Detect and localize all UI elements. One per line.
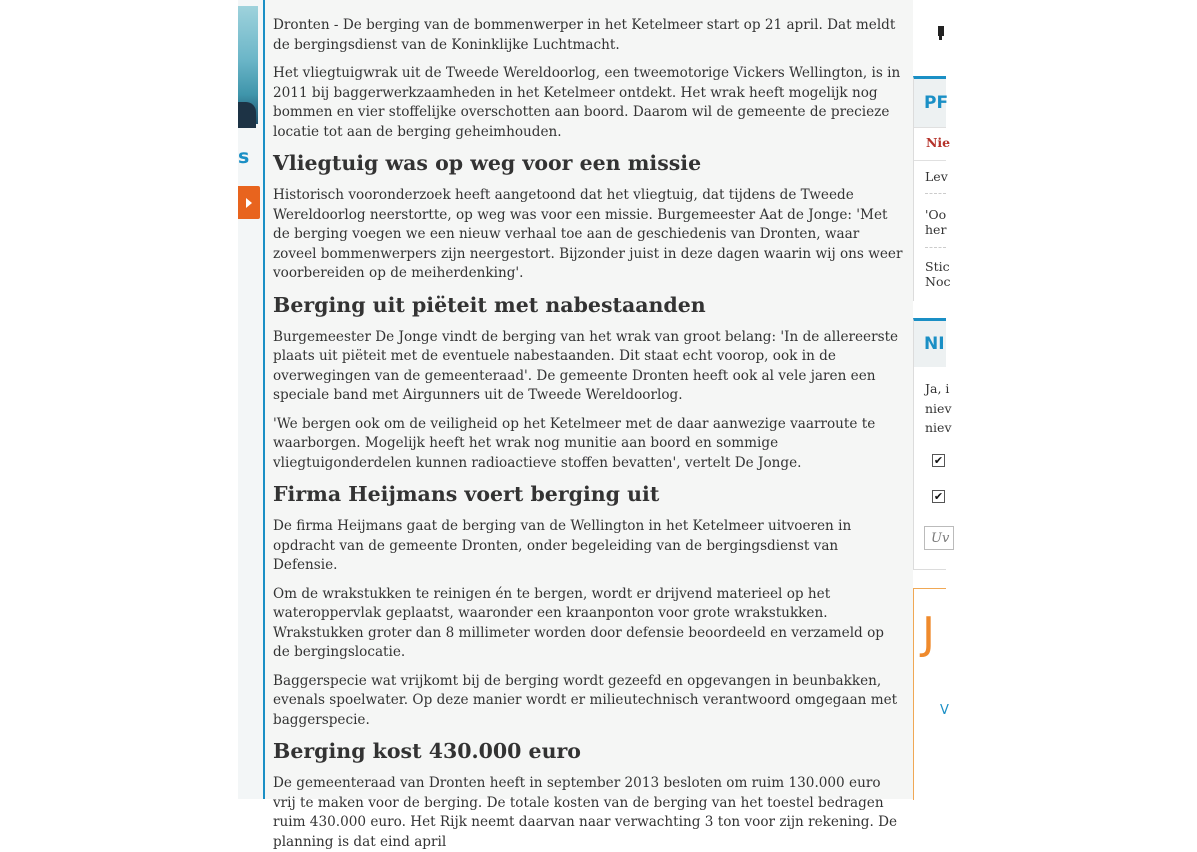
sidebar-box-title: PF (924, 93, 949, 113)
left-column (238, 0, 264, 799)
tab-nieuws[interactable] (914, 127, 951, 161)
newsletter-checkbox[interactable]: ✔ (933, 454, 944, 467)
promo-logo-letter: J (922, 608, 935, 659)
article-subheading: Berging uit piëteit met nabestaanden (273, 292, 706, 317)
promo-link-fragment[interactable]: V (940, 703, 949, 718)
newsletter-intro: niev (925, 401, 952, 416)
article-subheading: Firma Heijmans voert berging uit (273, 482, 660, 506)
newsletter-intro: niev (925, 420, 952, 435)
article-paragraph: Historisch vooronderzoek heeft aangetoond dat het vliegtuig, dat tijdens de Tweede Wereldoorlog neerstortte, op weg was voor een missie. Burgemeester Aat de Jonge: 'Met de berging voegen we een nieuw verhaal toe aan de geschiedenis van Dronten, waar zoveel bommenwerpers zijn neergestort. Bijzonder juist in deze dagen waarin wij ons weer voorbereiden op de meiherdenking'. (273, 187, 903, 281)
left-caption-fragment[interactable]: s (238, 146, 250, 168)
newsletter-title: NI (924, 334, 945, 354)
divider (925, 247, 946, 248)
article-paragraph: Om de wrakstukken te reinigen én te bergen, wordt er drijvend materieel op het wateroppervlak geplaatst, waaronder een kraanponton voor grote wrakstukken. Wrakstukken groter dan 8 millimeter worden door defensie beoordeeld en verzameld op de bergingslocatie. (273, 585, 884, 660)
newsletter-checkbox[interactable]: ✔ (933, 490, 944, 503)
article-paragraph: Dronten - De berging van de bommenwerper in het Ketelmeer start op 21 april. Dat meldt de bergingsdienst van de Koninklijke Luchtmacht. (273, 17, 896, 53)
tab-label: Nie (926, 135, 951, 150)
list-item-link[interactable]: Stic (925, 259, 950, 274)
right-sidebar (913, 0, 952, 799)
sidebar-box-newsletter (913, 318, 952, 570)
article-subheading: Vliegtuig was op weg voor een missie (273, 151, 702, 175)
next-arrow-button[interactable] (238, 186, 260, 219)
email-input[interactable]: Uv (924, 526, 954, 550)
sidebar-box-header (914, 79, 949, 127)
play-arrow-icon (246, 198, 252, 208)
newsletter-header (914, 321, 946, 367)
browser-viewport (238, 0, 952, 850)
list-item-link[interactable]: Lev (925, 169, 948, 184)
list-item-link[interactable]: 'Oo (925, 207, 947, 222)
article-paragraph: De firma Heijmans gaat de berging van de Wellington in het Ketelmeer uitvoeren in opdracht van de gemeente Dronten, onder begeleiding van de bergingsdienst van Defensie. (273, 518, 852, 573)
newsletter-intro: Ja, i (925, 381, 950, 396)
list-item-link-cont[interactable]: her (925, 222, 947, 237)
article-paragraph: 'We bergen ook om de veiligheid op het Ketelmeer met de daar aanwezige vaarroute te waarborgen. Mogelijk heeft het wrak nog munitie aan boord en sommige vliegtuigonderdelen kunnen radioactieve stoffen bevatten', vertelt De Jonge. (273, 415, 876, 471)
article-subheading: Berging kost 430.000 euro (273, 739, 581, 763)
article-paragraph: De gemeenteraad van Dronten heeft in september 2013 besloten om ruim 130.000 euro vrij te maken voor de berging. De totale kosten van de berging van het toestel bedragen ruim 430.000 euro. Het Rijk neemt daarvan naar verwachting 3 ton voor zijn rekening. De planning is dat eind april (273, 775, 898, 850)
article-paragraph: Het vliegtuigwrak uit de Tweede Wereldoorlog, een tweemotorige Vickers Wellington, is in 2011 bij baggerwerkzaamheden in het Ketelmeer ontdekt. Het wrak heeft mogelijk nog bommen en vier stoffelijke overschotten aan boord. Daarom wil de gemeente de precieze locatie tot aan de berging geheimhouden. (273, 65, 901, 140)
list-item-link-cont[interactable]: Noc (925, 274, 951, 289)
sidebar-promo-box[interactable] (913, 588, 949, 800)
divider (925, 193, 946, 194)
article-paragraph: Burgemeester De Jonge vindt de berging van het wrak van groot belang: 'In de allereerste plaats uit piëteit met de eventuele nabestaanden. Dit staat echt voorop, ook in de overwegingen van de gemeenteraad'. De gemeente Dronten heeft ook al vele jaren een speciale band met Airgunners uit de Tweede Wereldoorlog. (273, 328, 899, 403)
article-body (265, 0, 913, 852)
article-paragraph: Baggerspecie wat vrijkomt bij de berging wordt gezeefd en opgevangen in beunbakken, evenals spoelwater. Op deze manier wordt er milieutechnisch verantwoord omgegaan met baggerspecie. (273, 672, 898, 728)
bookmark-icon[interactable] (938, 26, 944, 36)
left-photo[interactable] (238, 6, 258, 124)
sidebar-box-popular (913, 76, 951, 301)
left-photo-figure (238, 102, 256, 128)
article (265, 0, 913, 850)
